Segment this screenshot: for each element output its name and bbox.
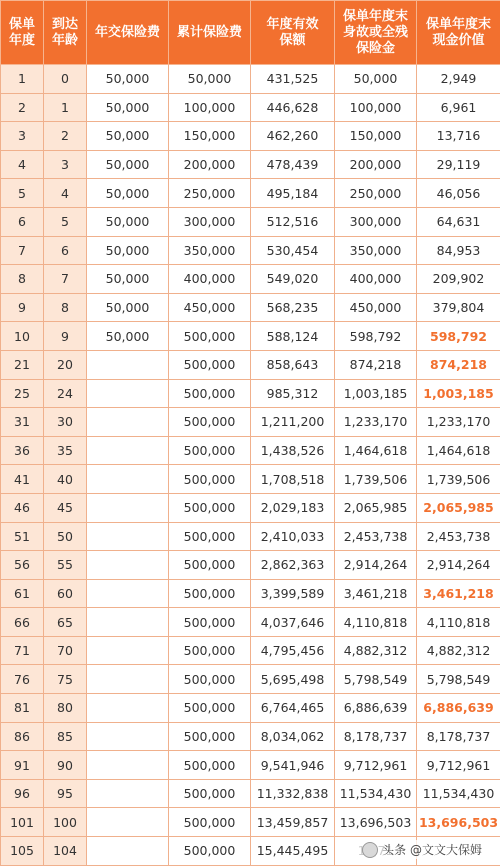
cell-cash-value: 1,464,618	[417, 436, 500, 465]
cell-annual-premium	[87, 379, 169, 408]
cell-sum-assured: 446,628	[251, 93, 335, 122]
cell-cumulative-premium: 500,000	[169, 322, 251, 351]
table-row	[1, 350, 500, 379]
cell-cash-value: 46,056	[417, 179, 500, 208]
cell-cash-value: 2,914,264	[417, 551, 500, 580]
cell-cumulative-premium: 150,000	[169, 122, 251, 151]
cell-cumulative-premium: 200,000	[169, 150, 251, 179]
cell-cash-value: 3,461,218	[417, 579, 500, 608]
cell-age: 35	[44, 436, 87, 465]
cell-policy-year: 3	[1, 122, 44, 151]
cell-age: 85	[44, 722, 87, 751]
cell-annual-premium	[87, 551, 169, 580]
table-row	[1, 236, 500, 265]
cell-policy-year: 36	[1, 436, 44, 465]
table-row	[1, 779, 500, 808]
table-row	[1, 608, 500, 637]
cell-sum-assured: 1,211,200	[251, 408, 335, 437]
cell-annual-premium	[87, 665, 169, 694]
cell-age: 20	[44, 350, 87, 379]
cell-age: 100	[44, 808, 87, 837]
cell-death-benefit: 1,739,506	[335, 465, 417, 494]
cell-annual-premium: 50,000	[87, 322, 169, 351]
table-row	[1, 665, 500, 694]
table-row	[1, 265, 500, 294]
cell-cash-value: 2,453,738	[417, 522, 500, 551]
cell-sum-assured: 588,124	[251, 322, 335, 351]
cell-sum-assured: 9,541,946	[251, 751, 335, 780]
cell-annual-premium: 50,000	[87, 179, 169, 208]
cell-policy-year: 41	[1, 465, 44, 494]
cell-sum-assured: 2,410,033	[251, 522, 335, 551]
cell-death-benefit: 2,914,264	[335, 551, 417, 580]
cell-annual-premium: 50,000	[87, 207, 169, 236]
cell-sum-assured: 512,516	[251, 207, 335, 236]
cell-age: 80	[44, 694, 87, 723]
cell-annual-premium: 50,000	[87, 236, 169, 265]
cell-policy-year: 4	[1, 150, 44, 179]
cell-policy-year: 7	[1, 236, 44, 265]
cell-death-benefit: 1,003,185	[335, 379, 417, 408]
cell-cash-value: 6,961	[417, 93, 500, 122]
table-row	[1, 493, 500, 522]
cell-sum-assured: 858,643	[251, 350, 335, 379]
watermark-logo-icon	[362, 842, 378, 858]
cell-age: 24	[44, 379, 87, 408]
cell-cumulative-premium: 400,000	[169, 265, 251, 294]
cell-annual-premium	[87, 722, 169, 751]
cell-age: 4	[44, 179, 87, 208]
cell-cumulative-premium: 500,000	[169, 493, 251, 522]
cell-cash-value: 13,696,503	[417, 808, 500, 837]
cell-cash-value: 5,798,549	[417, 665, 500, 694]
cell-policy-year: 66	[1, 608, 44, 637]
cell-sum-assured: 5,695,498	[251, 665, 335, 694]
cell-cumulative-premium: 300,000	[169, 207, 251, 236]
cell-death-benefit: 4,882,312	[335, 636, 417, 665]
cell-cash-value: 6,886,639	[417, 694, 500, 723]
cell-age: 6	[44, 236, 87, 265]
cell-cumulative-premium: 500,000	[169, 837, 251, 866]
cell-death-benefit: 150,000	[335, 122, 417, 151]
cell-cumulative-premium: 500,000	[169, 608, 251, 637]
cell-age: 7	[44, 265, 87, 294]
table-body	[1, 65, 500, 866]
cell-cash-value: 4,110,818	[417, 608, 500, 637]
cell-death-benefit: 874,218	[335, 350, 417, 379]
cell-sum-assured: 3,399,589	[251, 579, 335, 608]
table-row	[1, 551, 500, 580]
cell-cumulative-premium: 500,000	[169, 779, 251, 808]
cell-cumulative-premium: 450,000	[169, 293, 251, 322]
cell-cash-value: 1,233,170	[417, 408, 500, 437]
cell-policy-year: 61	[1, 579, 44, 608]
cell-sum-assured: 2,029,183	[251, 493, 335, 522]
cell-death-benefit: 5,798,549	[335, 665, 417, 694]
cell-death-benefit: 250,000	[335, 179, 417, 208]
cell-age: 0	[44, 65, 87, 94]
cell-annual-premium	[87, 636, 169, 665]
cell-cumulative-premium: 500,000	[169, 722, 251, 751]
table-row	[1, 179, 500, 208]
cell-death-benefit: 1,233,170	[335, 408, 417, 437]
cell-age: 5	[44, 207, 87, 236]
cell-cumulative-premium: 500,000	[169, 579, 251, 608]
header-annual-premium: 年交保险费	[87, 1, 169, 65]
table-row	[1, 408, 500, 437]
cell-age: 3	[44, 150, 87, 179]
cell-cash-value: 2,065,985	[417, 493, 500, 522]
cell-death-benefit: 50,000	[335, 65, 417, 94]
cell-age: 1	[44, 93, 87, 122]
cell-policy-year: 81	[1, 694, 44, 723]
cell-cash-value: 379,804	[417, 293, 500, 322]
cell-age: 70	[44, 636, 87, 665]
table-header-row	[1, 1, 500, 65]
cell-sum-assured: 2,862,363	[251, 551, 335, 580]
cell-cumulative-premium: 500,000	[169, 636, 251, 665]
cell-policy-year: 71	[1, 636, 44, 665]
cell-cash-value: 874,218	[417, 350, 500, 379]
table-row	[1, 751, 500, 780]
cell-death-benefit: 350,000	[335, 236, 417, 265]
table-row	[1, 579, 500, 608]
cell-cash-value: 209,902	[417, 265, 500, 294]
cell-cash-value: 29,119	[417, 150, 500, 179]
table-row	[1, 93, 500, 122]
cell-sum-assured: 15,445,495	[251, 837, 335, 866]
cell-age: 30	[44, 408, 87, 437]
cell-policy-year: 96	[1, 779, 44, 808]
cell-sum-assured: 462,260	[251, 122, 335, 151]
header-sum-assured: 年度有效 保额	[251, 1, 335, 65]
cell-cumulative-premium: 250,000	[169, 179, 251, 208]
cell-sum-assured: 8,034,062	[251, 722, 335, 751]
table-row	[1, 207, 500, 236]
cell-policy-year: 21	[1, 350, 44, 379]
cell-age: 45	[44, 493, 87, 522]
cell-death-benefit: 3,461,218	[335, 579, 417, 608]
cell-sum-assured: 495,184	[251, 179, 335, 208]
cell-age: 55	[44, 551, 87, 580]
cell-annual-premium	[87, 579, 169, 608]
cell-cash-value: 1,739,506	[417, 465, 500, 494]
cell-death-benefit: 8,178,737	[335, 722, 417, 751]
table-row	[1, 293, 500, 322]
cell-cash-value: 9,712,961	[417, 751, 500, 780]
cell-cash-value: 84,953	[417, 236, 500, 265]
table-row	[1, 322, 500, 351]
cell-policy-year: 1	[1, 65, 44, 94]
cell-death-benefit: 100,000	[335, 93, 417, 122]
cell-cumulative-premium: 500,000	[169, 751, 251, 780]
cell-policy-year: 76	[1, 665, 44, 694]
cell-death-benefit: 400,000	[335, 265, 417, 294]
table-row	[1, 122, 500, 151]
header-age: 到达 年龄	[44, 1, 87, 65]
cell-policy-year: 56	[1, 551, 44, 580]
cell-policy-year: 10	[1, 322, 44, 351]
cell-sum-assured: 568,235	[251, 293, 335, 322]
cell-annual-premium	[87, 493, 169, 522]
cell-death-benefit: 2,065,985	[335, 493, 417, 522]
cell-sum-assured: 11,332,838	[251, 779, 335, 808]
cell-annual-premium: 50,000	[87, 93, 169, 122]
cell-age: 104	[44, 837, 87, 866]
cell-policy-year: 25	[1, 379, 44, 408]
cell-age: 8	[44, 293, 87, 322]
cell-annual-premium: 50,000	[87, 150, 169, 179]
header-policy-year: 保单 年度	[1, 1, 44, 65]
cell-policy-year: 8	[1, 265, 44, 294]
cell-death-benefit: 450,000	[335, 293, 417, 322]
cell-cumulative-premium: 500,000	[169, 408, 251, 437]
cell-annual-premium	[87, 436, 169, 465]
cell-policy-year: 101	[1, 808, 44, 837]
cell-death-benefit: 300,000	[335, 207, 417, 236]
table-row	[1, 379, 500, 408]
table-row	[1, 436, 500, 465]
cell-death-benefit: 9,712,961	[335, 751, 417, 780]
cell-cumulative-premium: 500,000	[169, 436, 251, 465]
cell-death-benefit: 1,464,618	[335, 436, 417, 465]
table-row	[1, 465, 500, 494]
cell-sum-assured: 549,020	[251, 265, 335, 294]
watermark-text: 头条 @文文大保姆	[382, 843, 482, 857]
cell-policy-year: 51	[1, 522, 44, 551]
header-cumulative-premium: 累计保险费	[169, 1, 251, 65]
cell-annual-premium	[87, 465, 169, 494]
cell-annual-premium: 50,000	[87, 293, 169, 322]
cell-policy-year: 91	[1, 751, 44, 780]
cell-cumulative-premium: 500,000	[169, 665, 251, 694]
cell-cumulative-premium: 500,000	[169, 551, 251, 580]
cell-age: 50	[44, 522, 87, 551]
cell-sum-assured: 985,312	[251, 379, 335, 408]
cell-age: 60	[44, 579, 87, 608]
cell-annual-premium	[87, 808, 169, 837]
cell-policy-year: 46	[1, 493, 44, 522]
cell-annual-premium	[87, 694, 169, 723]
cell-sum-assured: 6,764,465	[251, 694, 335, 723]
table-row	[1, 522, 500, 551]
cell-death-benefit: 2,453,738	[335, 522, 417, 551]
header-cash-value: 保单年度末 现金价值	[417, 1, 500, 65]
cell-policy-year: 5	[1, 179, 44, 208]
cell-cash-value: 1,003,185	[417, 379, 500, 408]
cell-policy-year: 86	[1, 722, 44, 751]
cell-annual-premium: 50,000	[87, 65, 169, 94]
cell-annual-premium	[87, 350, 169, 379]
cell-cumulative-premium: 100,000	[169, 93, 251, 122]
cell-policy-year: 105	[1, 837, 44, 866]
cell-sum-assured: 1,708,518	[251, 465, 335, 494]
cell-sum-assured: 4,037,646	[251, 608, 335, 637]
cell-cash-value: 11,534,430	[417, 779, 500, 808]
cell-age: 75	[44, 665, 87, 694]
cell-cash-value: 598,792	[417, 322, 500, 351]
cell-age: 65	[44, 608, 87, 637]
table-row	[1, 636, 500, 665]
cell-cash-value: 4,882,312	[417, 636, 500, 665]
cell-cash-value: 8,178,737	[417, 722, 500, 751]
cell-annual-premium: 50,000	[87, 122, 169, 151]
cell-annual-premium	[87, 837, 169, 866]
cell-cash-value: 13,716	[417, 122, 500, 151]
cell-age: 95	[44, 779, 87, 808]
cell-cumulative-premium: 50,000	[169, 65, 251, 94]
table-row	[1, 722, 500, 751]
cell-cumulative-premium: 500,000	[169, 350, 251, 379]
cell-death-benefit: 598,792	[335, 322, 417, 351]
cell-sum-assured: 478,439	[251, 150, 335, 179]
cell-cash-value: 2,949	[417, 65, 500, 94]
cell-sum-assured: 431,525	[251, 65, 335, 94]
cell-policy-year: 2	[1, 93, 44, 122]
cell-cash-value: 64,631	[417, 207, 500, 236]
cell-annual-premium	[87, 608, 169, 637]
cell-policy-year: 9	[1, 293, 44, 322]
cell-age: 2	[44, 122, 87, 151]
watermark	[358, 840, 486, 859]
cell-death-benefit: 6,886,639	[335, 694, 417, 723]
cell-policy-year: 31	[1, 408, 44, 437]
cell-death-benefit: 13,696,503	[335, 808, 417, 837]
cell-policy-year: 6	[1, 207, 44, 236]
cell-cumulative-premium: 500,000	[169, 808, 251, 837]
cell-cumulative-premium: 500,000	[169, 465, 251, 494]
cell-death-benefit: 4,110,818	[335, 608, 417, 637]
header-death-benefit: 保单年度末 身故或全残 保险金	[335, 1, 417, 65]
cell-cumulative-premium: 350,000	[169, 236, 251, 265]
cell-cumulative-premium: 500,000	[169, 379, 251, 408]
cell-annual-premium	[87, 779, 169, 808]
cell-age: 90	[44, 751, 87, 780]
cell-death-benefit: 11,534,430	[335, 779, 417, 808]
cell-sum-assured: 530,454	[251, 236, 335, 265]
cell-age: 40	[44, 465, 87, 494]
cell-sum-assured: 4,795,456	[251, 636, 335, 665]
cell-sum-assured: 13,459,857	[251, 808, 335, 837]
table-row	[1, 808, 500, 837]
cell-annual-premium: 50,000	[87, 265, 169, 294]
cell-death-benefit: 200,000	[335, 150, 417, 179]
cell-sum-assured: 1,438,526	[251, 436, 335, 465]
cell-age: 9	[44, 322, 87, 351]
cell-cumulative-premium: 500,000	[169, 522, 251, 551]
cell-annual-premium	[87, 751, 169, 780]
table-row	[1, 65, 500, 94]
cell-annual-premium	[87, 522, 169, 551]
table-row	[1, 694, 500, 723]
cell-annual-premium	[87, 408, 169, 437]
cell-cumulative-premium: 500,000	[169, 694, 251, 723]
table-row	[1, 150, 500, 179]
